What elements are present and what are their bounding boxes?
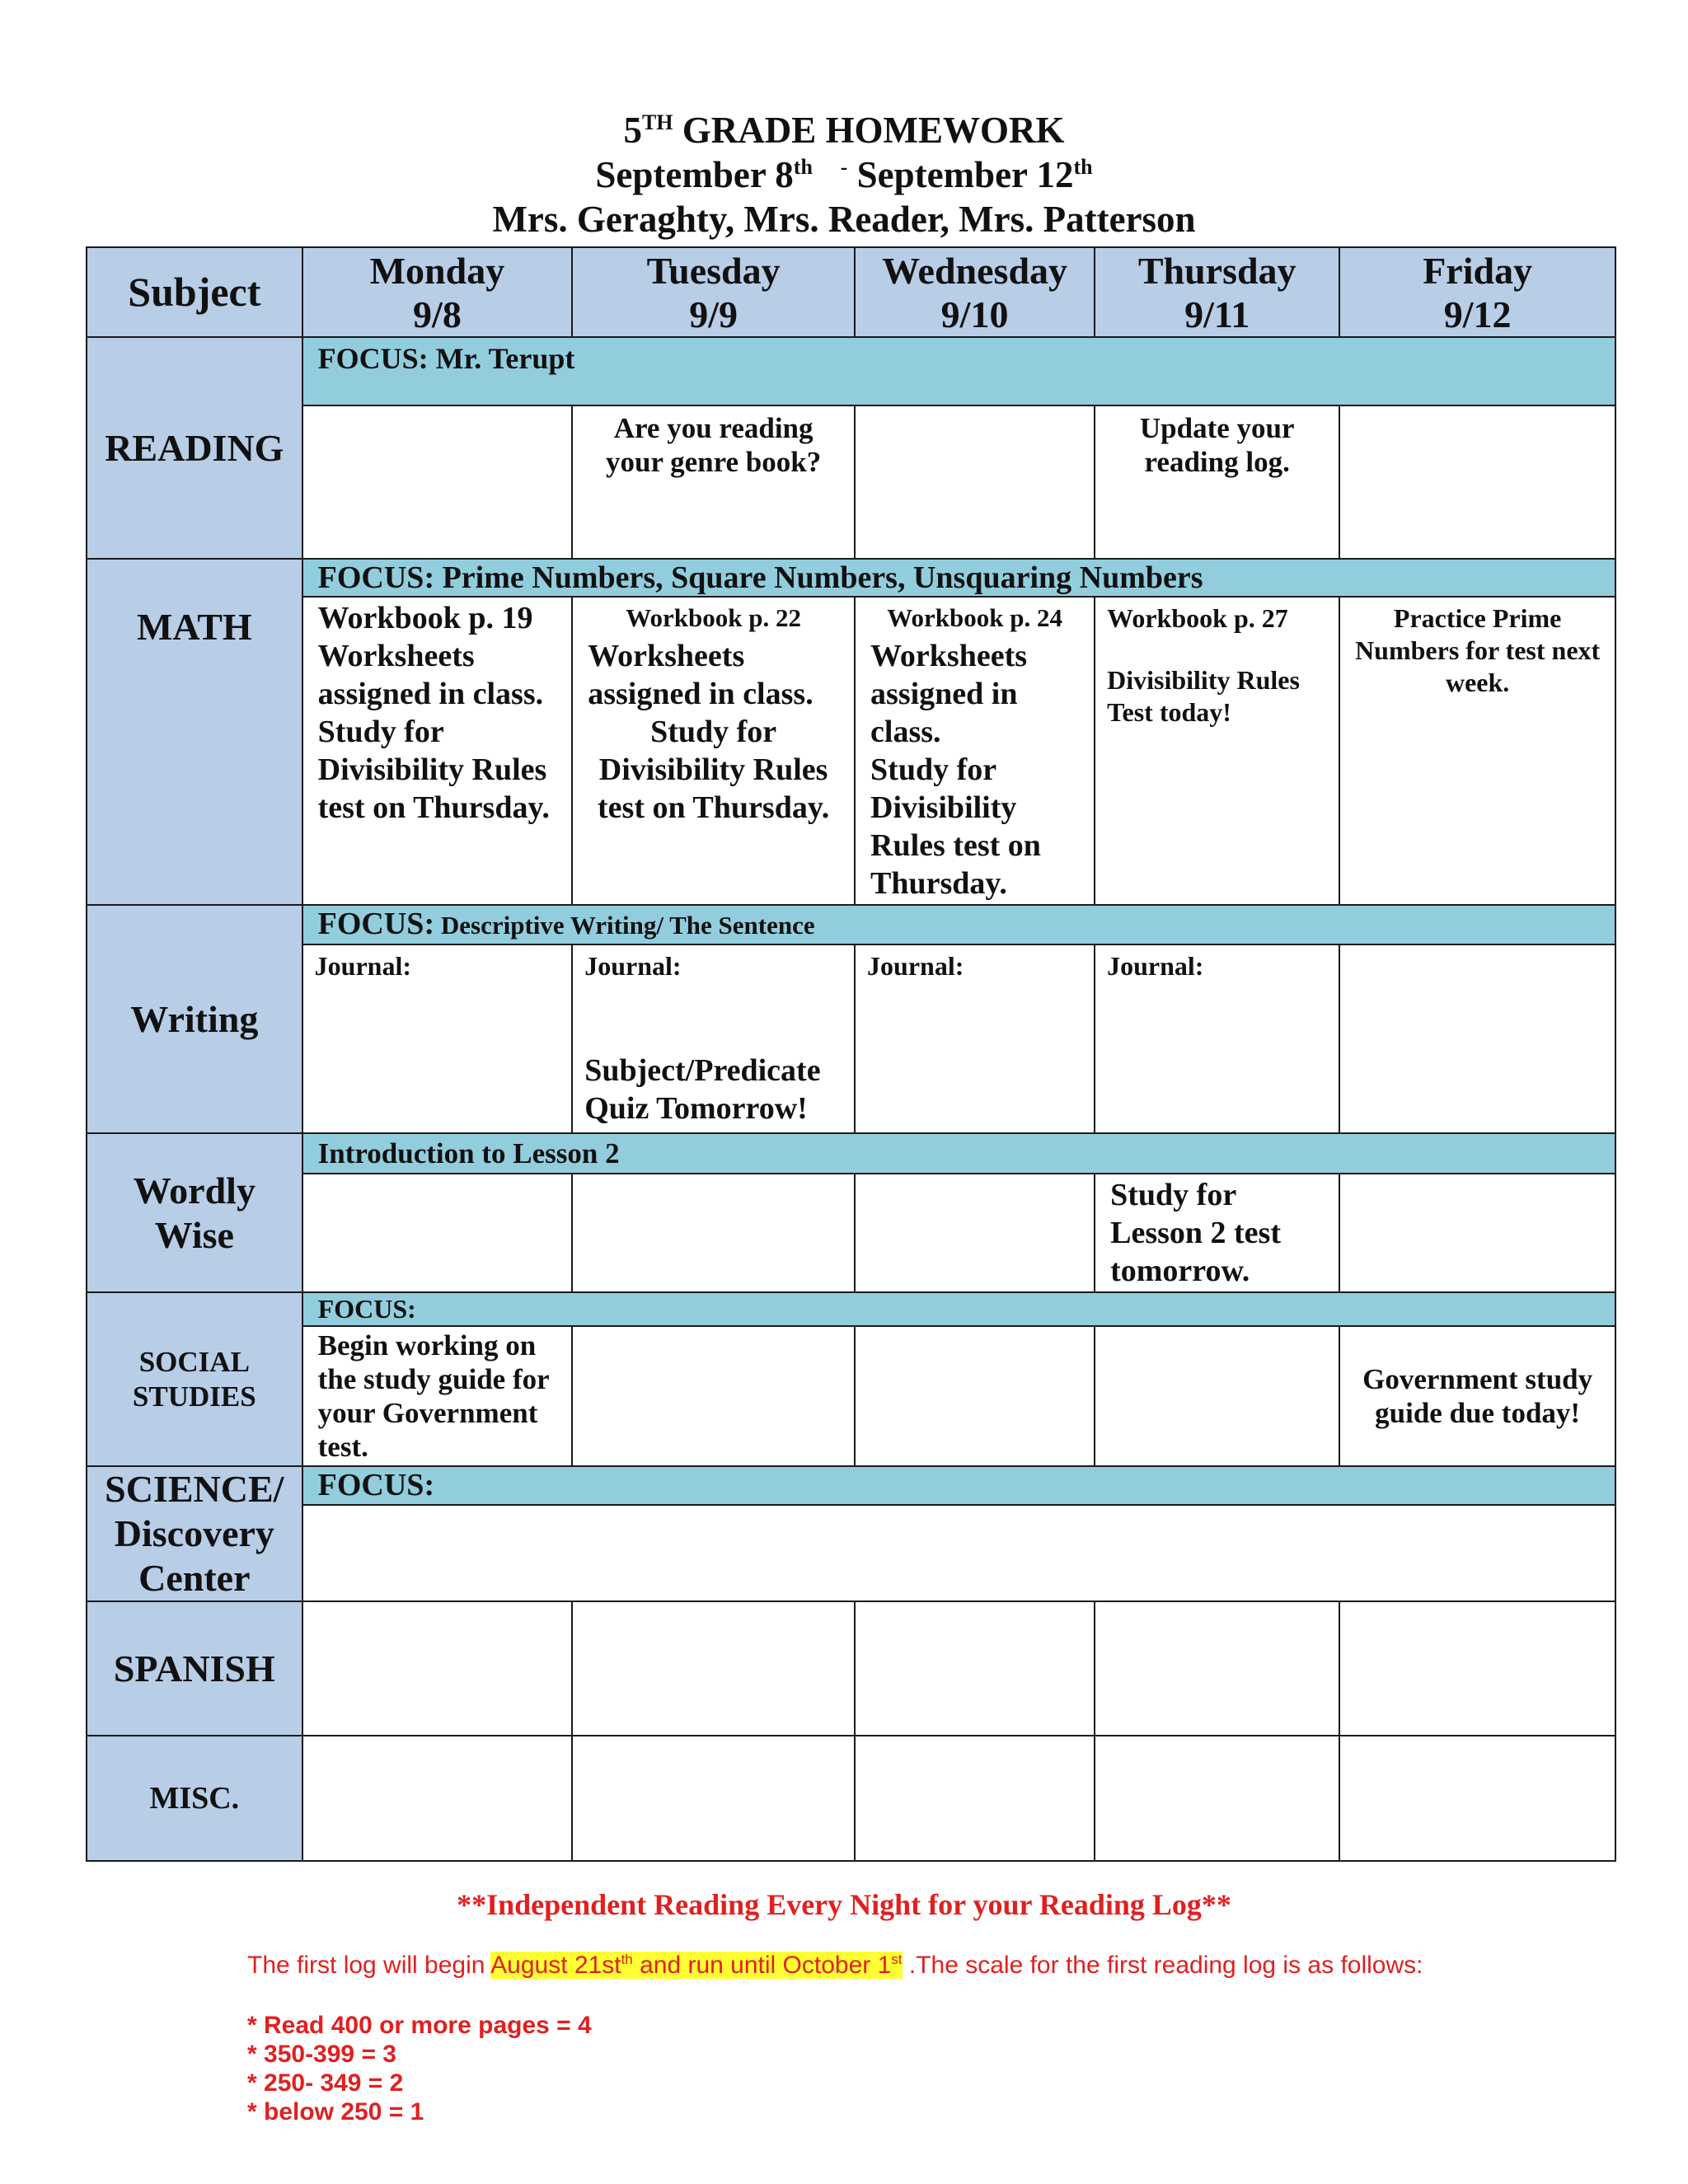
math-tuesday-worksheets: Worksheets assigned in class.: [588, 639, 814, 711]
writing-wednesday: Journal:: [855, 944, 1095, 1133]
spanish-friday: [1339, 1601, 1615, 1736]
subject-science: SCIENCE/ Discovery Center: [87, 1466, 302, 1601]
science-content: [302, 1505, 1615, 1601]
math-row: [87, 597, 1615, 905]
spanish-wednesday: [855, 1601, 1095, 1736]
math-wednesday-worksheets: Worksheets assigned in class.: [870, 639, 1028, 749]
subject-spanish: SPANISH: [87, 1601, 302, 1736]
date-range: September 8th - September 12th: [595, 154, 1093, 195]
subject-wordly-wise: Wordly Wise: [87, 1133, 302, 1292]
log-date-highlight: August $21st^{th}$ and run until October 1st: [490, 1952, 903, 1979]
math-wednesday-study: Study for Divisibility Rules test on Thursday.: [870, 752, 1041, 901]
day-header-tuesday: Tuesday 9/9: [572, 247, 855, 337]
math-thursday-test: Divisibility Rules Test today!: [1107, 665, 1300, 727]
reading-tuesday: Are you reading your genre book?: [572, 405, 855, 559]
wordly-monday: [302, 1174, 573, 1292]
spanish-thursday: [1095, 1601, 1339, 1736]
scale-item: * below 250 = 1: [247, 2098, 424, 2125]
subject-reading: READING: [87, 337, 302, 559]
social-focus: FOCUS:: [302, 1292, 1615, 1326]
math-thursday-workbook: Workbook p. 27: [1107, 603, 1288, 633]
social-focus-row: [87, 1292, 1615, 1326]
subject-math: MATH: [87, 559, 302, 905]
wordly-focus-row: [87, 1133, 1615, 1174]
science-row: [87, 1505, 1615, 1601]
math-tuesday-workbook: Workbook p. 22: [626, 603, 802, 632]
writing-row: [87, 944, 1615, 1133]
misc-row: [87, 1736, 1615, 1861]
scale-item: * 350-399 = 3: [247, 2041, 396, 2068]
wordly-row: [87, 1174, 1615, 1292]
science-focus-row: [87, 1466, 1615, 1505]
math-monday-worksheets: Worksheets assigned in class.: [317, 639, 544, 711]
spanish-row: [87, 1601, 1615, 1736]
math-monday-study: Study for Divisibility Rules test on Thursday.: [317, 715, 550, 825]
misc-tuesday: [572, 1736, 855, 1861]
math-wednesday-workbook: Workbook p. 24: [887, 603, 1062, 632]
reading-focus: FOCUS: Mr. Terupt: [302, 337, 1615, 405]
wordly-wednesday: [855, 1174, 1095, 1292]
social-friday: Government study guide due today!: [1339, 1326, 1615, 1466]
social-tuesday: [572, 1326, 855, 1466]
math-tuesday: [572, 597, 855, 905]
first-log-note: The first log will begin August $21st^{th}$ and run until October 1st .The scale for the first reading log is as follows:: [247, 1952, 1423, 1979]
science-focus: FOCUS:: [302, 1466, 1615, 1505]
subject-writing: Writing: [87, 905, 302, 1133]
day-header-wednesday: Wednesday 9/10: [855, 247, 1095, 337]
math-tuesday-study: Study for Divisibility Rules test on Thursday.: [598, 715, 830, 825]
scale-item: * Read 400 or more pages = 4: [247, 2012, 592, 2039]
social-thursday: [1095, 1326, 1339, 1466]
social-wednesday: [855, 1326, 1095, 1466]
reading-thursday: Update your reading log.: [1095, 405, 1339, 559]
wordly-focus: Introduction to Lesson 2: [302, 1133, 1615, 1174]
table-header-row: [87, 247, 1615, 337]
writing-monday: Journal:: [302, 944, 573, 1133]
day-header-monday: Monday 9/8: [302, 247, 573, 337]
independent-reading-note: **Independent Reading Every Night for your Reading Log**: [457, 1888, 1231, 1921]
math-monday-workbook: Workbook p. 19: [317, 601, 533, 635]
math-wednesday: [855, 597, 1095, 905]
homework-table: [86, 246, 1616, 1862]
misc-friday: [1339, 1736, 1615, 1861]
reading-log-scale: [247, 2011, 1071, 2126]
reading-row: [87, 405, 1615, 559]
writing-friday: [1339, 944, 1615, 1133]
misc-monday: [302, 1736, 573, 1861]
math-monday: [302, 597, 573, 905]
reading-focus-row: [87, 337, 1615, 405]
day-header-thursday: Thursday 9/11: [1095, 247, 1339, 337]
page-title: 5TH GRADE HOMEWORK: [623, 110, 1065, 151]
math-focus-row: [87, 559, 1615, 597]
social-row: [87, 1326, 1615, 1466]
wordly-friday: [1339, 1174, 1615, 1292]
writing-tuesday-journal: Journal:: [584, 951, 682, 981]
teachers-line: Mrs. Geraghty, Mrs. Reader, Mrs. Patterson: [492, 199, 1196, 240]
misc-wednesday: [855, 1736, 1095, 1861]
wordly-tuesday: [572, 1174, 855, 1292]
day-header-friday: Friday 9/12: [1339, 247, 1615, 337]
scale-item: * 250- 349 = 2: [247, 2069, 404, 2097]
reading-monday: [302, 405, 573, 559]
reading-wednesday: [855, 405, 1095, 559]
writing-focus: FOCUS: Descriptive Writing/ The Sentence: [302, 905, 1615, 944]
subject-misc: MISC.: [87, 1736, 302, 1861]
writing-tuesday: [572, 944, 855, 1133]
spanish-tuesday: [572, 1601, 855, 1736]
reading-friday: [1339, 405, 1615, 559]
writing-focus-row: [87, 905, 1615, 944]
social-monday: Begin working on the study guide for your Government test.: [302, 1326, 573, 1466]
spanish-monday: [302, 1601, 573, 1736]
math-thursday: [1095, 597, 1339, 905]
writing-tuesday-quiz: Subject/Predicate Quiz Tomorrow!: [584, 1053, 821, 1126]
writing-thursday: Journal:: [1095, 944, 1339, 1133]
subject-header: Subject: [87, 247, 302, 337]
misc-thursday: [1095, 1736, 1339, 1861]
math-focus: FOCUS: Prime Numbers, Square Numbers, Unsquaring Numbers: [302, 559, 1615, 597]
subject-social-studies: SOCIAL STUDIES: [87, 1292, 302, 1466]
wordly-thursday: Study for Lesson 2 test tomorrow.: [1095, 1174, 1339, 1292]
math-friday: Practice Prime Numbers for test next week.: [1339, 597, 1615, 905]
